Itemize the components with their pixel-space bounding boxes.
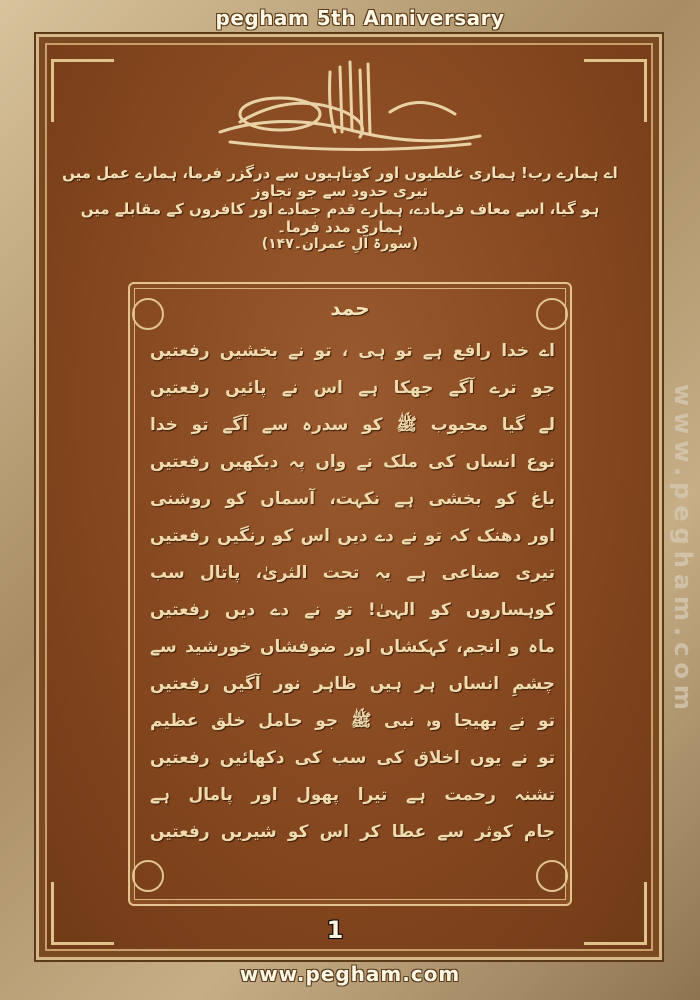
poem-verse: تشنہ رحمت ہے تیرا پھول اور پامال ہے (150, 785, 555, 805)
poem-title: حمد (330, 296, 370, 320)
dua-line-2: ہو گیا، اسے معاف فرمادے، ہمارے قدم جمادے اور کافروں کے مقابلے میں ہماری مدد فرما۔ (80, 200, 600, 236)
dua-line-1: اے ہمارے رب! ہماری غلطیوں اور کوتاہیوں سے درگزر فرما، ہمارے عمل میں تیری حدود سے جو تجاوز (62, 164, 618, 200)
footer-url[interactable]: www.pegham.com (239, 962, 461, 986)
poem-frame (128, 282, 572, 906)
corner-ornament (51, 882, 114, 945)
scroll-ornament (536, 298, 568, 330)
corner-ornament (51, 59, 114, 122)
banner-title: pegham 5th Anniversary (215, 6, 505, 30)
poem-verse: تیری صناعی ہے یہ تحت الثریٰ، پاتال سب (150, 563, 555, 583)
corner-ornament (584, 59, 647, 122)
bismillah-calligraphy (210, 52, 490, 162)
poem-verse: اور دھنک کہ تو نے دے دیں اس کو رنگیں رفعتیں (150, 526, 555, 546)
scroll-ornament (132, 860, 164, 892)
scroll-ornament (132, 298, 164, 330)
poem-verse: نوع انساں کی ملک نے واں پہ دیکھیں رفعتیں (150, 452, 555, 472)
scroll-ornament (536, 860, 568, 892)
poem-verse: لے گیا محبوب ﷺ کو سدرہ سے آگے تو خدا (150, 415, 555, 435)
side-watermark-url: www.pegham.com (669, 384, 697, 716)
poem-verse: اے خدا رافع ہے تو ہی ، تو نے بخشیں رفعتیں (150, 341, 555, 361)
poem-verse: باغ کو بخشی ہے نکہت، آسماں کو روشنی (150, 489, 555, 509)
poem-verse: جام کوثر سے عطا کر اس کو شیریں رفعتیں (150, 822, 555, 842)
dua-reference: (سورۃ آلِ عمران۔۱۴۷) (261, 236, 419, 252)
poem-verse: تو نے یوں اخلاق کی سب کی دکھائیں رفعتیں (150, 748, 555, 768)
poem-verse: جو ترے آگے جھکا ہے اس نے پائیں رفعتیں (150, 378, 555, 398)
poem-verse: ماہ و انجم، کہکشاں اور ضوفشاں خورشید سے (150, 637, 555, 657)
corner-ornament (584, 882, 647, 945)
poem-verse: چشمِ انساں ہر ہیں ظاہر نور آگیں رفعتیں (150, 674, 555, 694)
poem-verse: تو نے بھیجا وہ نبی ﷺ جو حامل خلق عظیم (150, 711, 555, 731)
poem-verse: کوہساروں کو الہیٰ! تو نے دے دیں رفعتیں (150, 600, 555, 620)
page-number: 1 (326, 916, 344, 944)
